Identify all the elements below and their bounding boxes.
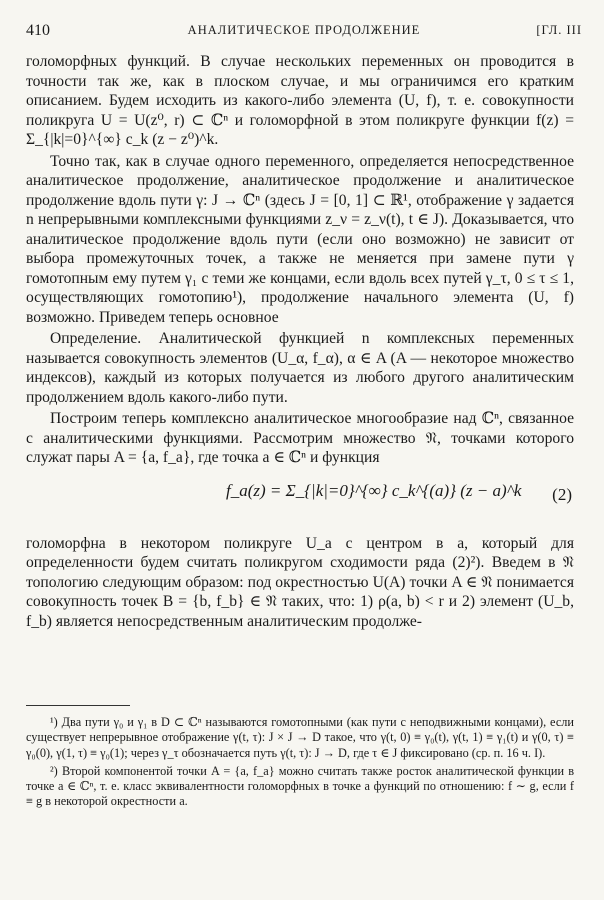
paragraph-2: Точно так, как в случае одного переменного, определяется непосредственное аналитическое продолжение, аналитическое продолжение и аналитическое продолжение вдоль пути γ: J → ℂⁿ (здесь J = [0, 1] ⊂ ℝ¹, отображение γ задается n непрерывными комплексными функциями z_ν = z_ν(t), t ∈ J). Доказывается, что аналитическое продолжение вдоль пути (если оно возможно) не зависит от выбора промежуточных точек, а также не меняется при замене пути γ гомотопным ему путем γ₁ с теми же концами, если вдоль всех путей γ_τ, 0 ≤ τ ≤ 1, осуществляющих гомотопию¹), продолжение начального элемента (U, f) возможно. Приведем теперь основное (26, 152, 574, 326)
running-title: АНАЛИТИЧЕСКОЕ ПРОДОЛЖЕНИЕ (187, 23, 421, 37)
footnote-2: ²) Второй компонентой точки A = {a, f_a} можно считать также росток аналитической функции в точке a ∈ ℂⁿ, т. е. класс эквивалентности голоморфных в точке a функций по отношению: f ∼ g, если f ≡ g в некоторой окрестности a. (26, 763, 574, 809)
main-text (26, 52, 574, 631)
paragraph-1: голоморфных функций. В случае нескольких переменных он проводится в точности так же, как в плоском случае, и мы ограничимся его кратким описанием. Будем исходить из какого-либо элемента (U, f), т. е. совокупности поликруга U = U(z⁰, r) ⊂ ℂⁿ и голоморфной в этом поликруге функции f(z) = Σ_{|k|=0}^{∞} c_k (z − z⁰)^k. (26, 53, 574, 148)
footnote-divider (26, 705, 130, 706)
footnote-1: ¹) Два пути γ₀ и γ₁ в D ⊂ ℂⁿ называются гомотопными (как пути с неподвижными концами), если существует непрерывное отображение γ(t, τ): J × J → D такое, что γ(t, 0) ≡ γ₀(t), γ(t, 1) ≡ γ₁(t) и γ(0, τ) ≡ γ₀(0), γ(1, τ) ≡ γ₀(1); через γ_τ обозначается путь γ(t, τ): J → D, где τ ∈ J фиксировано (ср. п. 16 ч. I). (26, 715, 574, 760)
chapter-label: [ГЛ. III (536, 23, 582, 37)
definition-paragraph: Определение. Аналитической функцией n комплексных переменных называется совокупность элементов (U_α, f_α), α ∈ A (A — некоторое множество индексов), каждый из которых получается из любого другого аналитическим продолжением вдоль какого-либо пути. (26, 330, 574, 406)
page-number: 410 (26, 22, 50, 39)
display-formula-2 (26, 471, 574, 529)
paragraph-3: Построим теперь комплексно аналитическое многообразие над ℂⁿ, связанное с аналитическими функциями. Рассмотрим множество 𝔑, точками которого служат пары A = {a, f_a}, где точка a ∈ ℂⁿ и функция (26, 410, 574, 466)
paragraph-4: голоморфна в некотором поликруге U_a с центром в a, который для определенности будем считать поликругом сходимости ряда (2)²). Введем в 𝔑 топологию следующим образом: под окрестностью U(A) точки A ∈ 𝔑 понимается совокупность точек B = {b, f_b} ∈ 𝔑 таких, что: 1) ρ(a, b) < r и 2) элемент (U_b, f_b) является непосредственным аналитическим продолже- (26, 534, 574, 630)
formula-number: (2) (552, 484, 572, 504)
footnotes (26, 715, 574, 810)
page-header (26, 22, 582, 44)
formula-expression: f_a(z) = Σ_{|k|=0}^{∞} c_k^{(a)} (z − a)^k (226, 480, 522, 500)
